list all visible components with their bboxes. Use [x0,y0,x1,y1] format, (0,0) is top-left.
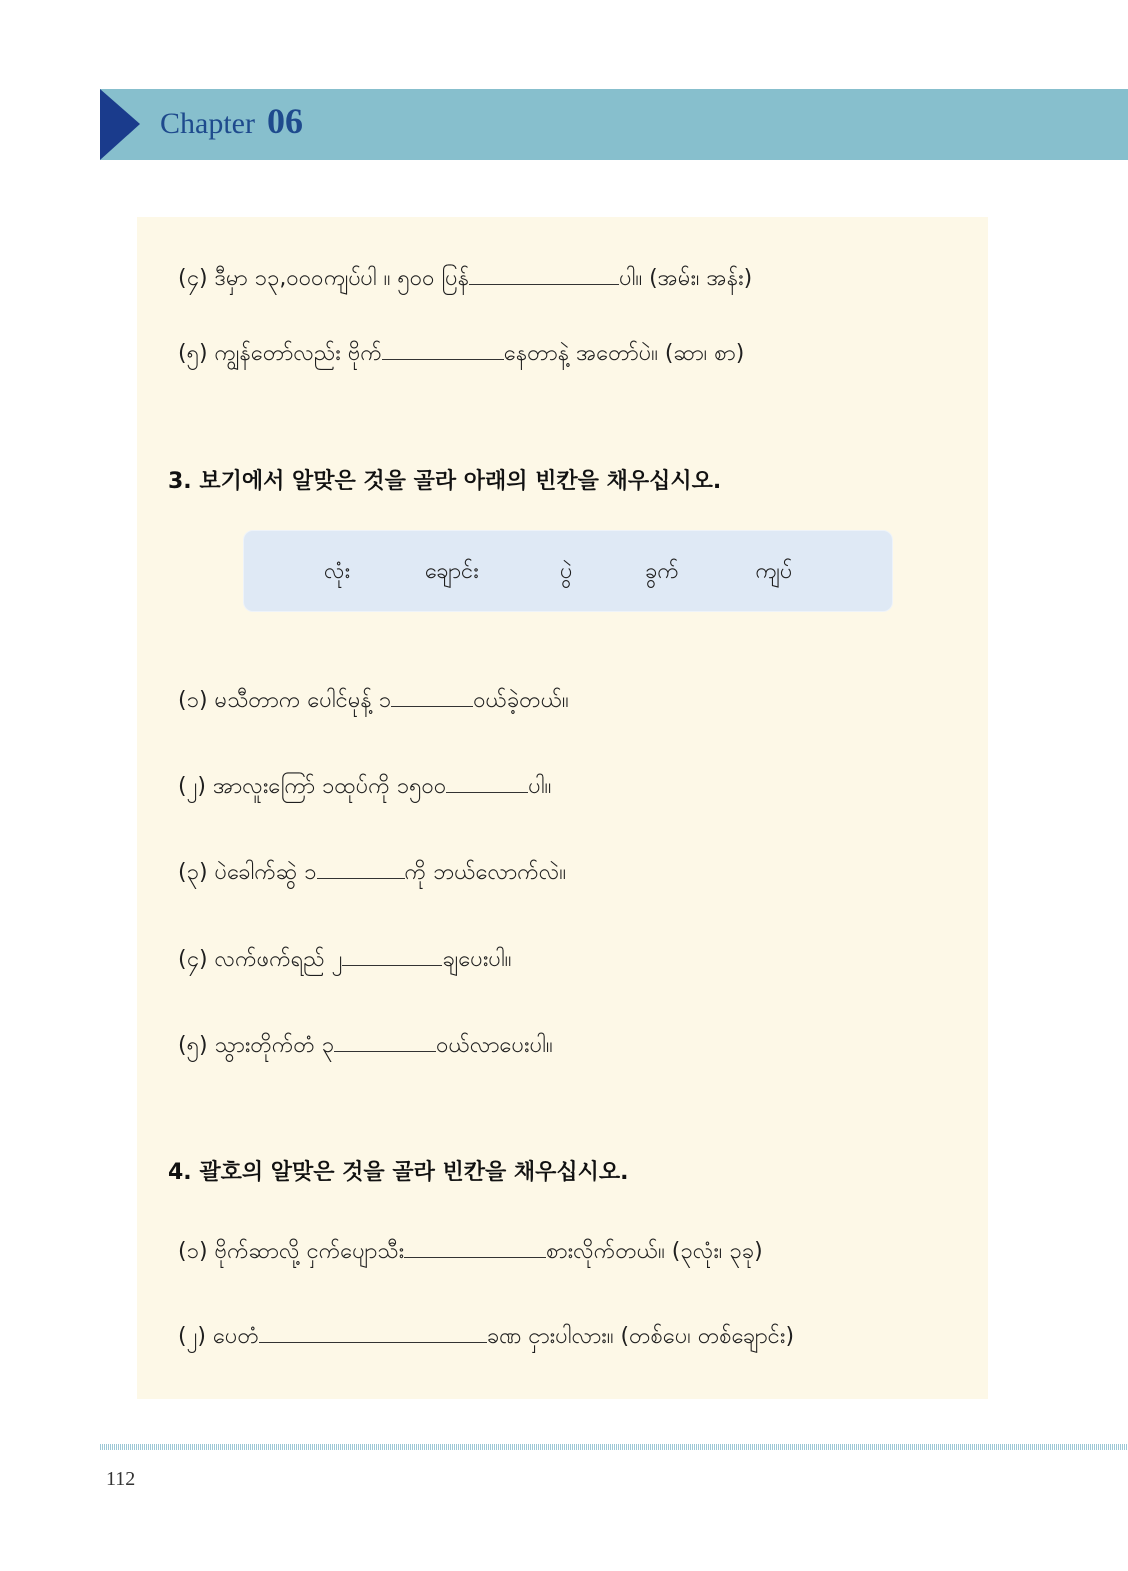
item-text-pre: (၃) ပဲခေါက်ဆွဲ ၁ [178,860,317,885]
chapter-title [160,100,303,150]
exercise-item [178,684,569,716]
item-text-pre: (၂) ပေတံ [178,1324,259,1349]
exercise-item [178,856,566,888]
item-text-pre: (၄) လက်ဖက်ရည် ၂ [178,947,343,972]
exercise-item [178,1320,794,1352]
item-text-post: ပါ။ [528,774,552,799]
chapter-triangle-icon [100,89,140,160]
page-number: 112 [106,1468,136,1490]
exercise-item [178,770,551,802]
exercise-item [178,1029,553,1061]
exercise-item [178,1235,763,1267]
chapter-number: 06 [266,101,303,141]
item-text-pre: (၁) မသီတာက ပေါင်မုန့် ၁ [178,688,392,713]
item-text-pre: (၅) သွားတိုက်တံ ၃ [178,1033,335,1058]
item-text-post: ချပေးပါ။ [442,947,512,972]
item-text-post: ဝယ်လာပေးပါ။ [436,1033,553,1058]
footer-divider [100,1444,1128,1450]
answer-blank[interactable] [259,1320,487,1343]
answer-blank[interactable] [342,943,442,966]
item-text-pre: (၄) ဒီမှာ ၁၃,၀၀၀ကျပ်ပါ ။ ၅၀၀ ပြန် [178,266,470,291]
section-3-title: 3. 보기에서 알맞은 것을 골라 아래의 빈칸을 채우십시오. [168,469,722,494]
item-text-post: ခဏ ငှားပါလား။ (တစ်ပေ၊ တစ်ချောင်း) [486,1324,795,1349]
word-bank-item: ကျပ် [755,559,792,584]
answer-blank[interactable] [317,856,405,879]
answer-blank[interactable] [334,1029,436,1052]
item-text-pre: (၁) ဗိုက်ဆာလို့ ငှက်ပျောသီး [178,1239,405,1264]
exercise-panel [137,217,988,1399]
item-text-pre: (၅) ကျွန်တော်လည်း ဗိုက် [178,341,382,366]
item-text-post: ပါ။ (အမ်း၊ အန်း) [619,266,753,291]
answer-blank[interactable] [469,262,619,285]
word-bank-item: ခွက် [645,559,679,584]
section-4-title: 4. 괄호의 알맞은 것을 골라 빈칸을 채우십시오. [168,1160,629,1185]
word-bank-item: ပွဲ [560,559,573,584]
item-text-post: ဝယ်ခဲ့တယ်။ [473,688,569,713]
answer-blank[interactable] [404,1235,546,1258]
exercise-item [178,262,752,294]
answer-blank[interactable] [391,684,473,707]
item-text-post: နေတာနဲ့ အတော်ပဲ။ (ဆာ၊ စာ) [503,341,745,366]
answer-blank[interactable] [382,337,504,360]
word-bank-item: ချောင်း [425,559,479,584]
exercise-item [178,943,511,975]
answer-blank[interactable] [446,770,528,793]
item-text-post: ကို ဘယ်လောက်လဲ။ [404,860,567,885]
chapter-word: Chapter [160,107,255,140]
word-bank-item: လုံး [324,559,351,584]
item-text-post: စားလိုက်တယ်။ (၃လုံး၊ ၃ခု) [546,1239,763,1264]
item-text-pre: (၂) အာလူးကြော် ၁ထုပ်ကို ၁၅၀၀ [178,774,447,799]
exercise-item [178,337,744,369]
